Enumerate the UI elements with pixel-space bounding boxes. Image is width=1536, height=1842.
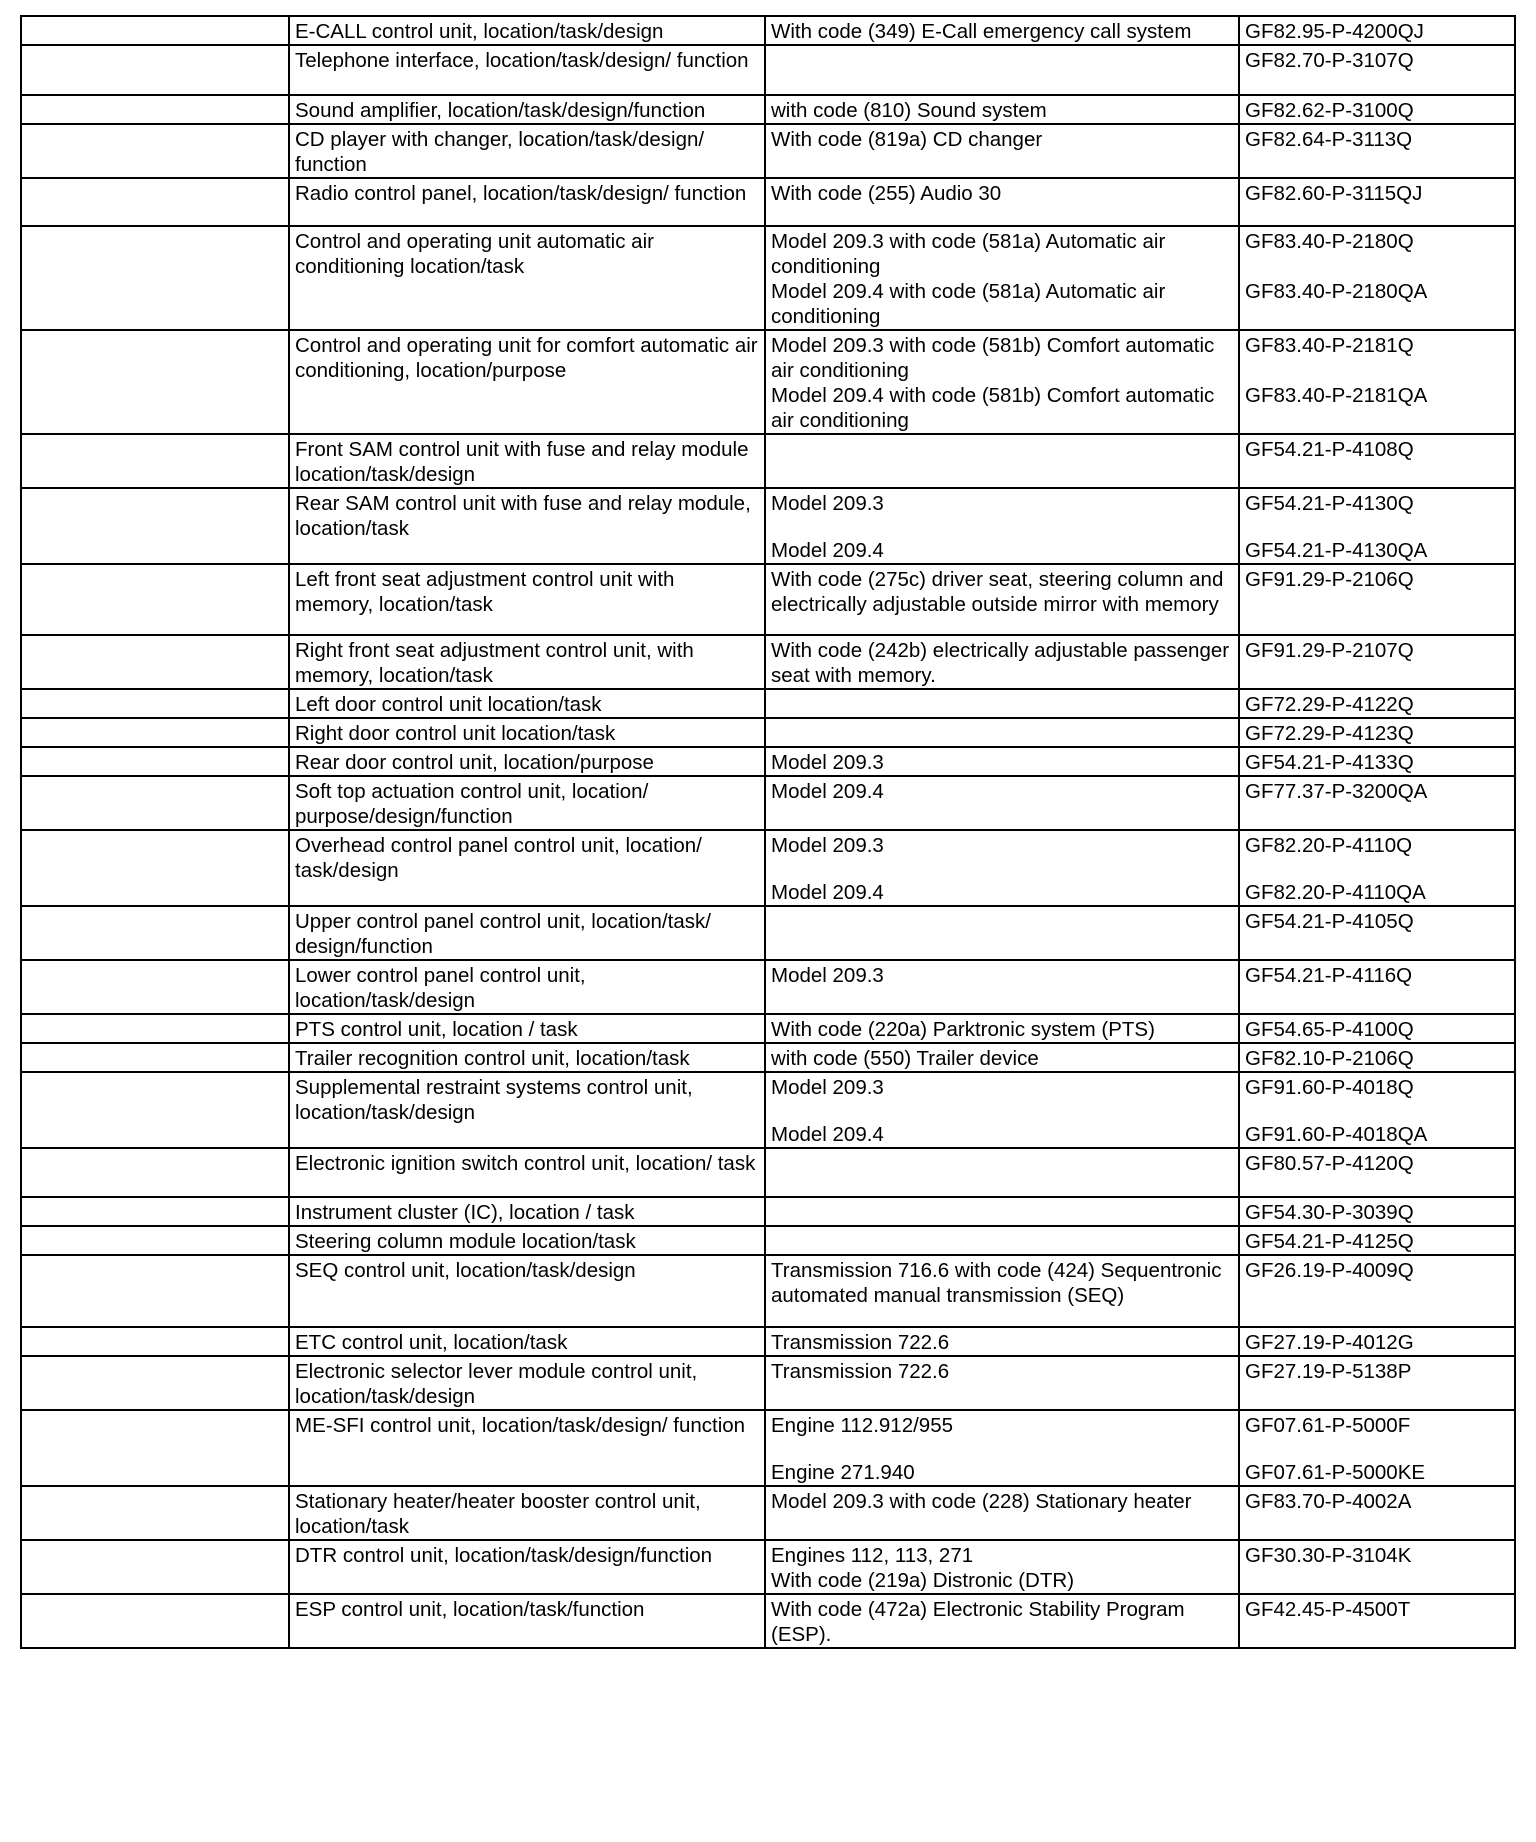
table-row xyxy=(21,124,1515,178)
reference-code: GF91.60-P-4018Q xyxy=(1245,1076,1414,1099)
empty-cell xyxy=(21,226,289,330)
empty-cell xyxy=(21,95,289,124)
reference-cell xyxy=(1239,718,1515,747)
reference-cell xyxy=(1239,45,1515,95)
reference-code: GF54.21-P-4108Q xyxy=(1245,438,1414,461)
description-cell: Soft top actuation control unit, location/ purpose/design/function xyxy=(289,776,765,830)
condition-text: Model 209.3 xyxy=(771,964,884,987)
condition-cell xyxy=(765,330,1239,434)
table-row xyxy=(21,776,1515,830)
table-row xyxy=(21,178,1515,226)
description-cell: PTS control unit, location / task xyxy=(289,1014,765,1043)
condition-text: Model 209.4 xyxy=(771,780,884,803)
reference-code: GF83.40-P-2181QA xyxy=(1245,384,1428,407)
table-row xyxy=(21,1486,1515,1540)
condition-cell xyxy=(765,689,1239,718)
reference-code: GF91.29-P-2107Q xyxy=(1245,639,1414,662)
condition-text: Transmission 716.6 with code (424) Sequentronic automated manual transmission (SEQ) xyxy=(771,1259,1222,1307)
reference-cell xyxy=(1239,1255,1515,1327)
empty-cell xyxy=(21,1255,289,1327)
condition-text: Transmission 722.6 xyxy=(771,1331,950,1354)
condition-cell xyxy=(765,906,1239,960)
reference-cell xyxy=(1239,1594,1515,1648)
empty-cell xyxy=(21,1197,289,1226)
table-body xyxy=(21,16,1515,1648)
reference-cell xyxy=(1239,564,1515,635)
reference-cell xyxy=(1239,1327,1515,1356)
description-cell: E-CALL control unit, location/task/design xyxy=(289,16,765,45)
condition-text: with code (810) Sound system xyxy=(771,99,1047,122)
condition-cell xyxy=(765,1043,1239,1072)
description-cell: Electronic ignition switch control unit, location/ task xyxy=(289,1148,765,1197)
description-cell: Stationary heater/heater booster control unit, location/task xyxy=(289,1486,765,1540)
reference-cell xyxy=(1239,747,1515,776)
description-cell: Upper control panel control unit, location/task/ design/function xyxy=(289,906,765,960)
reference-code: GF07.61-P-5000F xyxy=(1245,1414,1411,1437)
condition-cell xyxy=(765,124,1239,178)
empty-cell xyxy=(21,1226,289,1255)
reference-code: GF54.21-P-4133Q xyxy=(1245,751,1414,774)
condition-text: Engines 112, 113, 271 With code (219a) Distronic (DTR) xyxy=(771,1544,1075,1592)
condition-cell xyxy=(765,1594,1239,1648)
condition-cell xyxy=(765,434,1239,488)
reference-cell xyxy=(1239,434,1515,488)
table-row xyxy=(21,1255,1515,1327)
table-row xyxy=(21,564,1515,635)
table-row xyxy=(21,16,1515,45)
table-row xyxy=(21,718,1515,747)
description-cell: Trailer recognition control unit, location/task xyxy=(289,1043,765,1072)
table-row xyxy=(21,1043,1515,1072)
condition-cell xyxy=(765,1148,1239,1197)
reference-code: GF54.30-P-3039Q xyxy=(1245,1201,1414,1224)
description-cell: Radio control panel, location/task/design/ function xyxy=(289,178,765,226)
reference-code: GF30.30-P-3104K xyxy=(1245,1544,1412,1567)
reference-code: GF83.40-P-2181Q xyxy=(1245,334,1414,357)
reference-code: GF54.21-P-4130Q xyxy=(1245,492,1414,515)
reference-code: GF82.10-P-2106Q xyxy=(1245,1047,1414,1070)
empty-cell xyxy=(21,1072,289,1148)
reference-cell xyxy=(1239,1226,1515,1255)
reference-code: GF54.21-P-4130QA xyxy=(1245,539,1428,562)
table-row xyxy=(21,488,1515,564)
condition-cell xyxy=(765,1014,1239,1043)
empty-cell xyxy=(21,330,289,434)
table-row xyxy=(21,1594,1515,1648)
empty-cell xyxy=(21,1327,289,1356)
reference-code: GF82.95-P-4200QJ xyxy=(1245,20,1424,43)
empty-cell xyxy=(21,689,289,718)
table-row xyxy=(21,95,1515,124)
description-cell: ETC control unit, location/task xyxy=(289,1327,765,1356)
reference-cell xyxy=(1239,830,1515,906)
description-cell: Front SAM control unit with fuse and relay module location/task/design xyxy=(289,434,765,488)
condition-cell xyxy=(765,1197,1239,1226)
reference-cell xyxy=(1239,960,1515,1014)
empty-cell xyxy=(21,906,289,960)
empty-cell xyxy=(21,16,289,45)
reference-code: GF82.70-P-3107Q xyxy=(1245,49,1414,72)
reference-code: GF72.29-P-4122Q xyxy=(1245,693,1414,716)
condition-text: Model 209.3 with code (581a) Automatic air conditioning xyxy=(771,230,1166,278)
condition-text: Model 209.3 xyxy=(771,492,884,515)
table-row xyxy=(21,689,1515,718)
condition-cell xyxy=(765,1226,1239,1255)
empty-cell xyxy=(21,1043,289,1072)
description-cell: Instrument cluster (IC), location / task xyxy=(289,1197,765,1226)
condition-cell xyxy=(765,1255,1239,1327)
table-row xyxy=(21,1540,1515,1594)
reference-cell xyxy=(1239,1410,1515,1486)
description-cell: Rear door control unit, location/purpose xyxy=(289,747,765,776)
condition-text: Engine 271.940 xyxy=(771,1461,915,1484)
description-cell: SEQ control unit, location/task/design xyxy=(289,1255,765,1327)
reference-code: GF54.21-P-4125Q xyxy=(1245,1230,1414,1253)
reference-code: GF72.29-P-4123Q xyxy=(1245,722,1414,745)
condition-text: Model 209.3 xyxy=(771,751,884,774)
reference-cell xyxy=(1239,124,1515,178)
condition-cell xyxy=(765,226,1239,330)
reference-cell xyxy=(1239,1197,1515,1226)
empty-cell xyxy=(21,124,289,178)
reference-code: GF82.62-P-3100Q xyxy=(1245,99,1414,122)
condition-text: With code (819a) CD changer xyxy=(771,128,1043,151)
empty-cell xyxy=(21,1594,289,1648)
table-row xyxy=(21,1014,1515,1043)
reference-code: GF82.60-P-3115QJ xyxy=(1245,182,1423,205)
reference-cell xyxy=(1239,1148,1515,1197)
table-row xyxy=(21,1356,1515,1410)
condition-cell xyxy=(765,1540,1239,1594)
reference-code: GF42.45-P-4500T xyxy=(1245,1598,1411,1621)
condition-text: Transmission 722.6 xyxy=(771,1360,950,1383)
empty-cell xyxy=(21,1486,289,1540)
reference-cell xyxy=(1239,16,1515,45)
condition-text: Model 209.3 xyxy=(771,1076,884,1099)
condition-text: With code (255) Audio 30 xyxy=(771,182,1002,205)
description-cell: DTR control unit, location/task/design/function xyxy=(289,1540,765,1594)
reference-cell xyxy=(1239,1540,1515,1594)
condition-text: Model 209.4 xyxy=(771,1123,884,1146)
reference-cell xyxy=(1239,226,1515,330)
condition-cell xyxy=(765,960,1239,1014)
description-cell: Telephone interface, location/task/design/ function xyxy=(289,45,765,95)
empty-cell xyxy=(21,1356,289,1410)
condition-cell xyxy=(765,776,1239,830)
description-cell: Overhead control panel control unit, location/ task/design xyxy=(289,830,765,906)
table-row xyxy=(21,1226,1515,1255)
table-row xyxy=(21,906,1515,960)
reference-code: GF27.19-P-4012G xyxy=(1245,1331,1414,1354)
reference-cell xyxy=(1239,488,1515,564)
condition-text: With code (472a) Electronic Stability Program (ESP). xyxy=(771,1598,1185,1646)
condition-text: Model 209.4 xyxy=(771,539,884,562)
reference-code: GF83.40-P-2180QA xyxy=(1245,280,1428,303)
description-cell: Left front seat adjustment control unit with memory, location/task xyxy=(289,564,765,635)
reference-code: GF27.19-P-5138P xyxy=(1245,1360,1412,1383)
description-cell: Supplemental restraint systems control unit, location/task/design xyxy=(289,1072,765,1148)
table-row xyxy=(21,1410,1515,1486)
reference-code: GF07.61-P-5000KE xyxy=(1245,1461,1426,1484)
table-row xyxy=(21,747,1515,776)
reference-code: GF91.60-P-4018QA xyxy=(1245,1123,1428,1146)
description-cell: Steering column module location/task xyxy=(289,1226,765,1255)
condition-cell xyxy=(765,16,1239,45)
condition-cell xyxy=(765,95,1239,124)
condition-text: Model 209.4 with code (581a) Automatic air conditioning xyxy=(771,280,1166,328)
description-cell: Rear SAM control unit with fuse and relay module, location/task xyxy=(289,488,765,564)
reference-cell xyxy=(1239,178,1515,226)
reference-code: GF80.57-P-4120Q xyxy=(1245,1152,1414,1175)
description-cell: CD player with changer, location/task/design/ function xyxy=(289,124,765,178)
description-cell: Control and operating unit for comfort automatic air conditioning, location/purpose xyxy=(289,330,765,434)
condition-cell xyxy=(765,45,1239,95)
condition-cell xyxy=(765,488,1239,564)
condition-cell xyxy=(765,830,1239,906)
condition-cell xyxy=(765,747,1239,776)
empty-cell xyxy=(21,718,289,747)
reference-cell xyxy=(1239,635,1515,689)
table-row xyxy=(21,1197,1515,1226)
empty-cell xyxy=(21,776,289,830)
reference-cell xyxy=(1239,776,1515,830)
description-cell: Right door control unit location/task xyxy=(289,718,765,747)
reference-code: GF83.40-P-2180Q xyxy=(1245,230,1414,253)
empty-cell xyxy=(21,434,289,488)
condition-cell xyxy=(765,635,1239,689)
condition-text: With code (349) E-Call emergency call system xyxy=(771,20,1192,43)
reference-code: GF82.20-P-4110QA xyxy=(1245,881,1426,904)
description-cell: Left door control unit location/task xyxy=(289,689,765,718)
empty-cell xyxy=(21,830,289,906)
condition-text: with code (550) Trailer device xyxy=(771,1047,1039,1070)
empty-cell xyxy=(21,1410,289,1486)
empty-cell xyxy=(21,178,289,226)
empty-cell xyxy=(21,45,289,95)
condition-text: Model 209.4 xyxy=(771,881,884,904)
table-row xyxy=(21,434,1515,488)
empty-cell xyxy=(21,1014,289,1043)
description-cell: Control and operating unit automatic air conditioning location/task xyxy=(289,226,765,330)
reference-cell xyxy=(1239,1486,1515,1540)
table-row xyxy=(21,1148,1515,1197)
condition-text: Model 209.3 with code (228) Stationary heater xyxy=(771,1490,1192,1513)
description-cell: Electronic selector lever module control unit, location/task/design xyxy=(289,1356,765,1410)
reference-cell xyxy=(1239,906,1515,960)
reference-table xyxy=(20,15,1516,1649)
empty-cell xyxy=(21,747,289,776)
table-row xyxy=(21,330,1515,434)
table-row xyxy=(21,1327,1515,1356)
empty-cell xyxy=(21,564,289,635)
condition-cell xyxy=(765,1327,1239,1356)
table-row xyxy=(21,1072,1515,1148)
reference-code: GF26.19-P-4009Q xyxy=(1245,1259,1414,1282)
condition-text: With code (275c) driver seat, steering column and electrically adjustable outside mirror with memory xyxy=(771,568,1224,616)
condition-cell xyxy=(765,718,1239,747)
condition-text: Model 209.4 with code (581b) Comfort automatic air conditioning xyxy=(771,384,1215,432)
condition-text: Engine 112.912/955 xyxy=(771,1414,954,1437)
table-row xyxy=(21,635,1515,689)
reference-code: GF91.29-P-2106Q xyxy=(1245,568,1414,591)
condition-text: With code (242b) electrically adjustable passenger seat with memory. xyxy=(771,639,1230,687)
empty-cell xyxy=(21,635,289,689)
reference-cell xyxy=(1239,330,1515,434)
reference-code: GF54.21-P-4105Q xyxy=(1245,910,1414,933)
table-row xyxy=(21,960,1515,1014)
condition-cell xyxy=(765,1486,1239,1540)
reference-cell xyxy=(1239,689,1515,718)
condition-cell xyxy=(765,1072,1239,1148)
reference-code: GF82.20-P-4110Q xyxy=(1245,834,1413,857)
description-cell: Right front seat adjustment control unit, with memory, location/task xyxy=(289,635,765,689)
reference-code: GF83.70-P-4002A xyxy=(1245,1490,1412,1513)
empty-cell xyxy=(21,488,289,564)
condition-text: Model 209.3 xyxy=(771,834,884,857)
reference-code: GF54.21-P-4116Q xyxy=(1245,964,1413,987)
condition-cell xyxy=(765,178,1239,226)
reference-cell xyxy=(1239,95,1515,124)
table-row xyxy=(21,45,1515,95)
description-cell: Sound amplifier, location/task/design/function xyxy=(289,95,765,124)
reference-cell xyxy=(1239,1043,1515,1072)
description-cell: ESP control unit, location/task/function xyxy=(289,1594,765,1648)
condition-cell xyxy=(765,564,1239,635)
reference-cell xyxy=(1239,1014,1515,1043)
condition-cell xyxy=(765,1410,1239,1486)
reference-code: GF54.65-P-4100Q xyxy=(1245,1018,1414,1041)
empty-cell xyxy=(21,960,289,1014)
reference-cell xyxy=(1239,1072,1515,1148)
reference-cell xyxy=(1239,1356,1515,1410)
empty-cell xyxy=(21,1540,289,1594)
condition-text: Model 209.3 with code (581b) Comfort automatic air conditioning xyxy=(771,334,1215,382)
empty-cell xyxy=(21,1148,289,1197)
condition-text: With code (220a) Parktronic system (PTS) xyxy=(771,1018,1155,1041)
table-row xyxy=(21,830,1515,906)
reference-code: GF77.37-P-3200QA xyxy=(1245,780,1428,803)
description-cell: ME-SFI control unit, location/task/design/ function xyxy=(289,1410,765,1486)
table-row xyxy=(21,226,1515,330)
condition-cell xyxy=(765,1356,1239,1410)
description-cell: Lower control panel control unit, location/task/design xyxy=(289,960,765,1014)
reference-code: GF82.64-P-3113Q xyxy=(1245,128,1413,151)
